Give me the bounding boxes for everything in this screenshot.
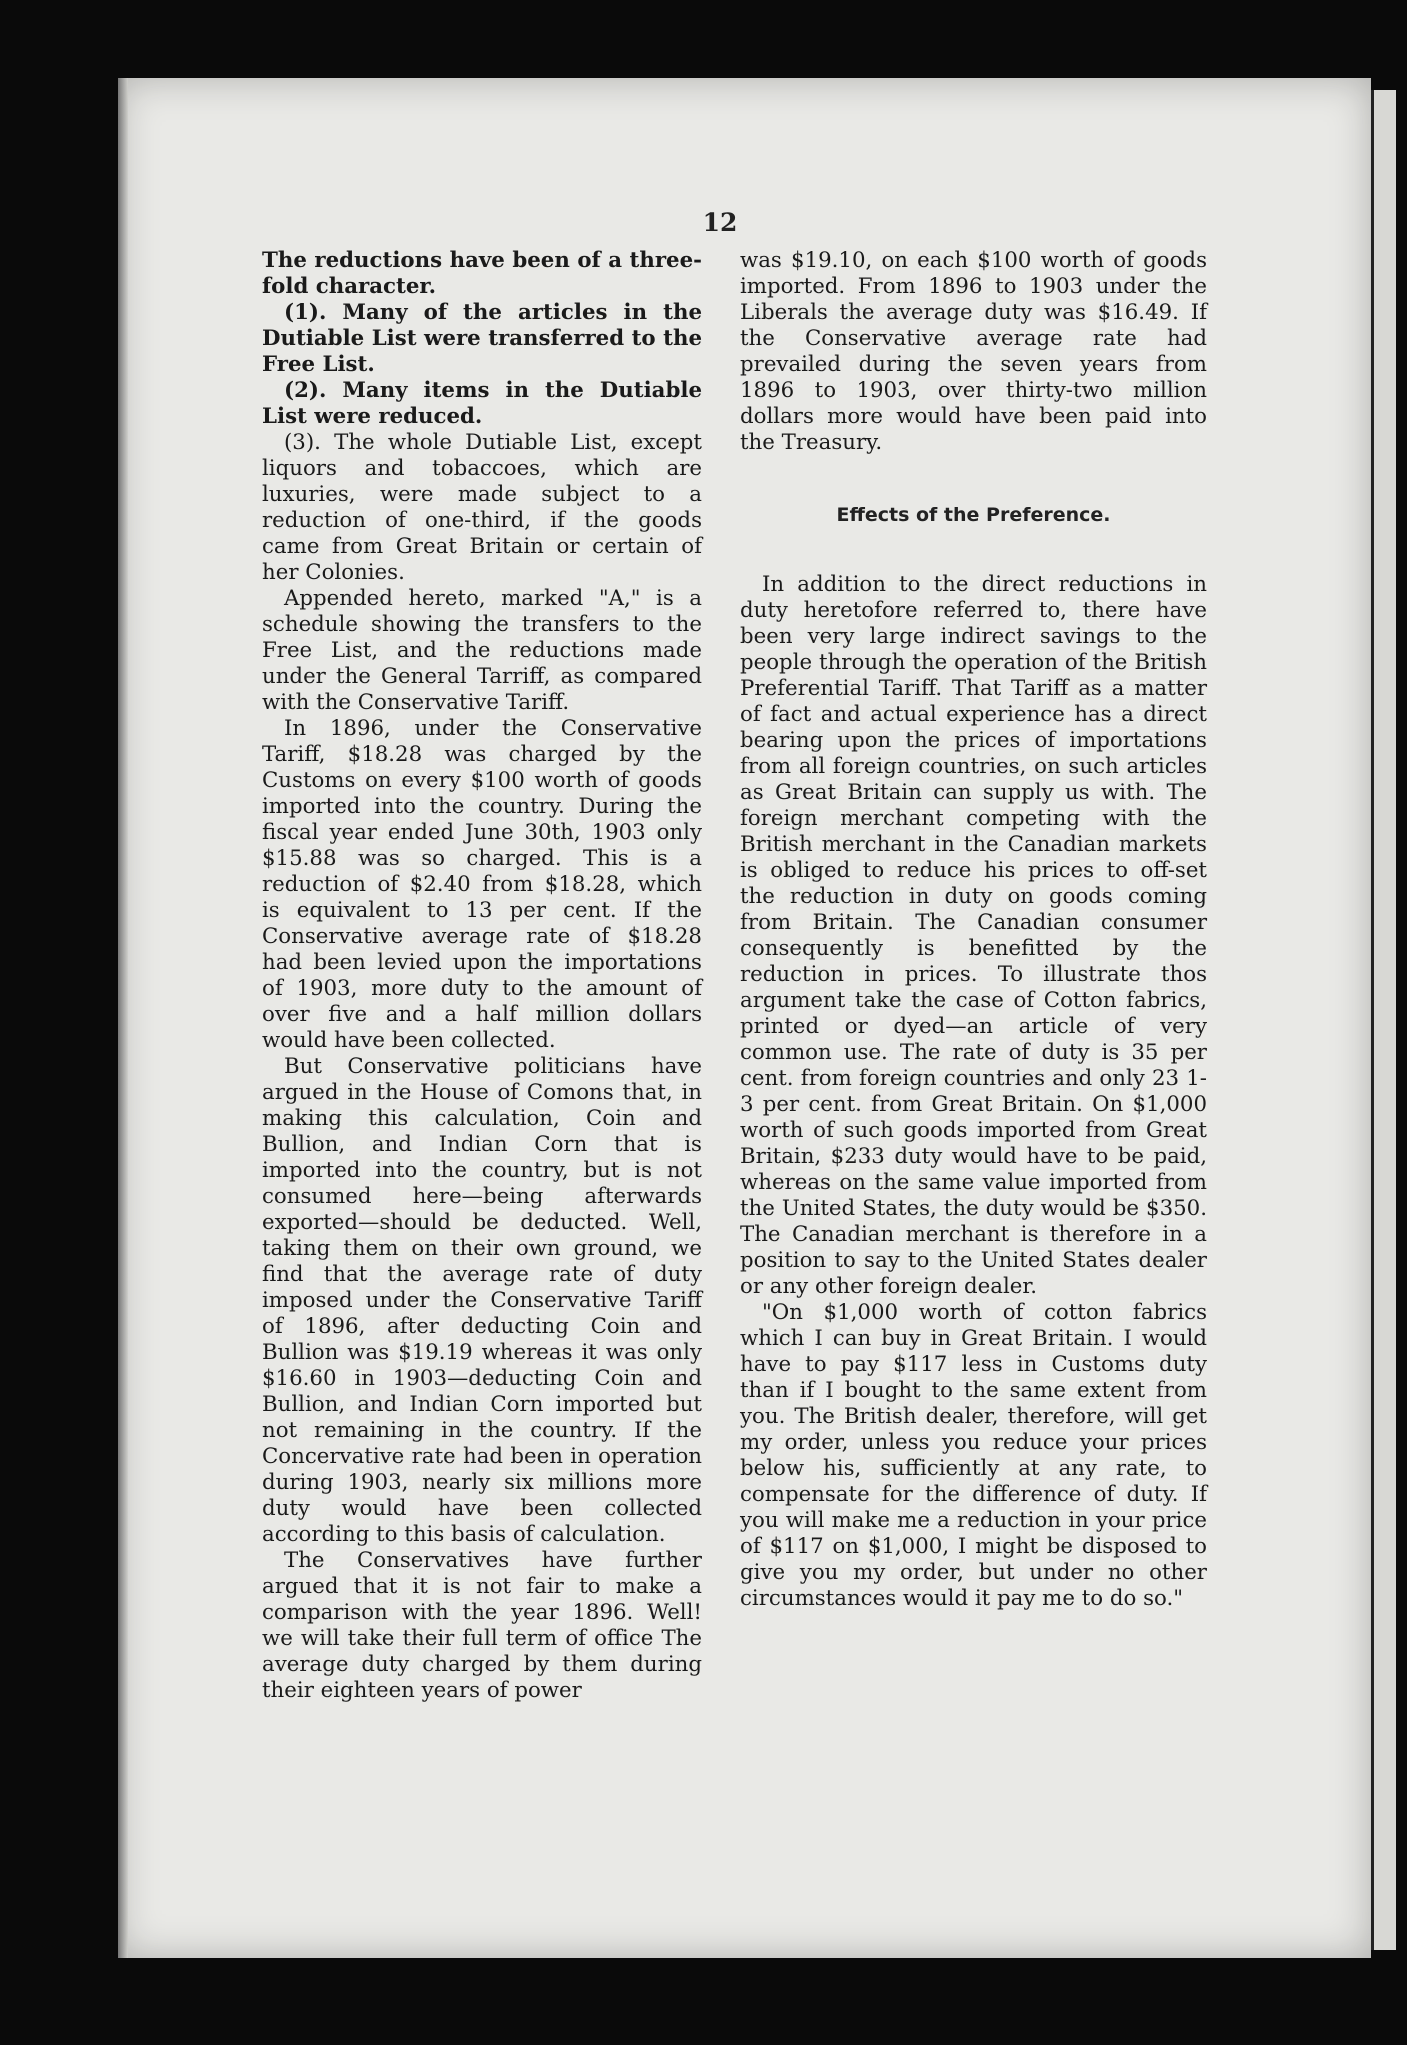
page-number: 12 (702, 208, 738, 237)
paragraph: "On $1,000 worth of cotton fabrics which I can buy in Great Britain. I would have to pay $117 less in Customs duty than if I bought to the same extent from you. The British dealer, therefore, will get my order, unless you reduce your prices below his, sufficiently at any rate, to compensate for the difference of duty. If you will make me a reduction in your price of $117 on $1,000, I might be disposed to give you my order, but under no other circumstances would it pay me to do so." (740, 1300, 1207, 1611)
paragraph: (3). The whole Dutiable List, except liquors and tobaccoes, which are luxuries, were made subject to a reduction of one-third, if the goods came from Great Britain or certain of her Colonies. (262, 430, 702, 585)
adjacent-page-edge (1371, 90, 1396, 1950)
paragraph: In addition to the direct reductions in duty heretofore referred to, there have been very large indirect savings to the people through the operation of the British Preferential Tariff. That Tariff as a matter of fact and actual experience has a direct bearing upon the prices of importations from all foreign countries, on such articles as Great Britain can supply us with. The foreign merchant competing with the British merchant in the Canadian markets is obliged to reduce his prices to off-set the reduction in duty on goods coming from Britain. The Canadian consumer consequently is benefitted by the reduction in prices. To illustrate thos argument take the case of Cotton fabrics, printed or dyed—an article of very common use. The rate of duty is 35 per cent. from foreign countries and only 23 1-3 per cent. from Great Britain. On $1,000 worth of such goods imported from Great Britain, $233 duty would have to be paid, whereas on the same value imported from the United States, the duty would be $350. The Canadian merchant is therefore in a position to say to the United States dealer or any other foreign dealer. (740, 572, 1207, 1299)
paragraph: But Conservative politicians have argued in the House of Comons that, in making this calculation, Coin and Bullion, and Indian Corn that is imported into the country, but is not consumed here—being afterwards exported—should be deducted. Well, taking them on their own ground, we find that the average rate of duty imposed under the Conservative Tariff of 1896, after deducting Coin and Bullion was $19.19 whereas it was only $16.60 in 1903—deducting Coin and Bullion, and Indian Corn imported but not remaining in the country. If the Concervative rate had been in operation during 1903, nearly six millions more duty would have been collected according to this basis of calculation. (262, 1054, 702, 1547)
paragraph: was $19.10, on each $100 worth of goods imported. From 1896 to 1903 under the Liberals the average duty was $16.49. If the Conservative average rate had prevailed during the seven years from 1896 to 1903, over thirty-two million dollars more would have been paid into the Treasury. (740, 248, 1207, 455)
paragraph: The Conservatives have further argued that it is not fair to make a comparison with the year 1896. Well! we will take their full term of office The average duty charged by them during their eighteen years of power (262, 1548, 702, 1703)
page-left-shadow (118, 78, 128, 1958)
paragraph: The reductions have been of a three-fold character. (262, 248, 702, 299)
paragraph: In 1896, under the Conservative Tariff, $18.28 was charged by the Customs on every $100 worth of goods imported into the country. During the fiscal year ended June 30th, 1903 only $15.88 was so charged. This is a reduction of $2.40 from $18.28, which is equivalent to 13 per cent. If the Conservative average rate of $18.28 had been levied upon the importations of 1903, more duty to the amount of over five and a half million dollars would have been collected. (262, 716, 702, 1053)
right-column (740, 248, 1207, 1612)
paragraph: Appended hereto, marked "A," is a schedule showing the transfers to the Free List, and the reductions made under the General Tarriff, as compared with the Conservative Tariff. (262, 586, 702, 715)
paragraph: (1). Many of the articles in the Dutiable List were transferred to the Free List. (262, 300, 702, 377)
section-heading: Effects of the Preference. (836, 504, 1111, 526)
left-column (262, 248, 702, 1704)
paragraph: (2). Many items in the Dutiable List were reduced. (262, 378, 702, 429)
